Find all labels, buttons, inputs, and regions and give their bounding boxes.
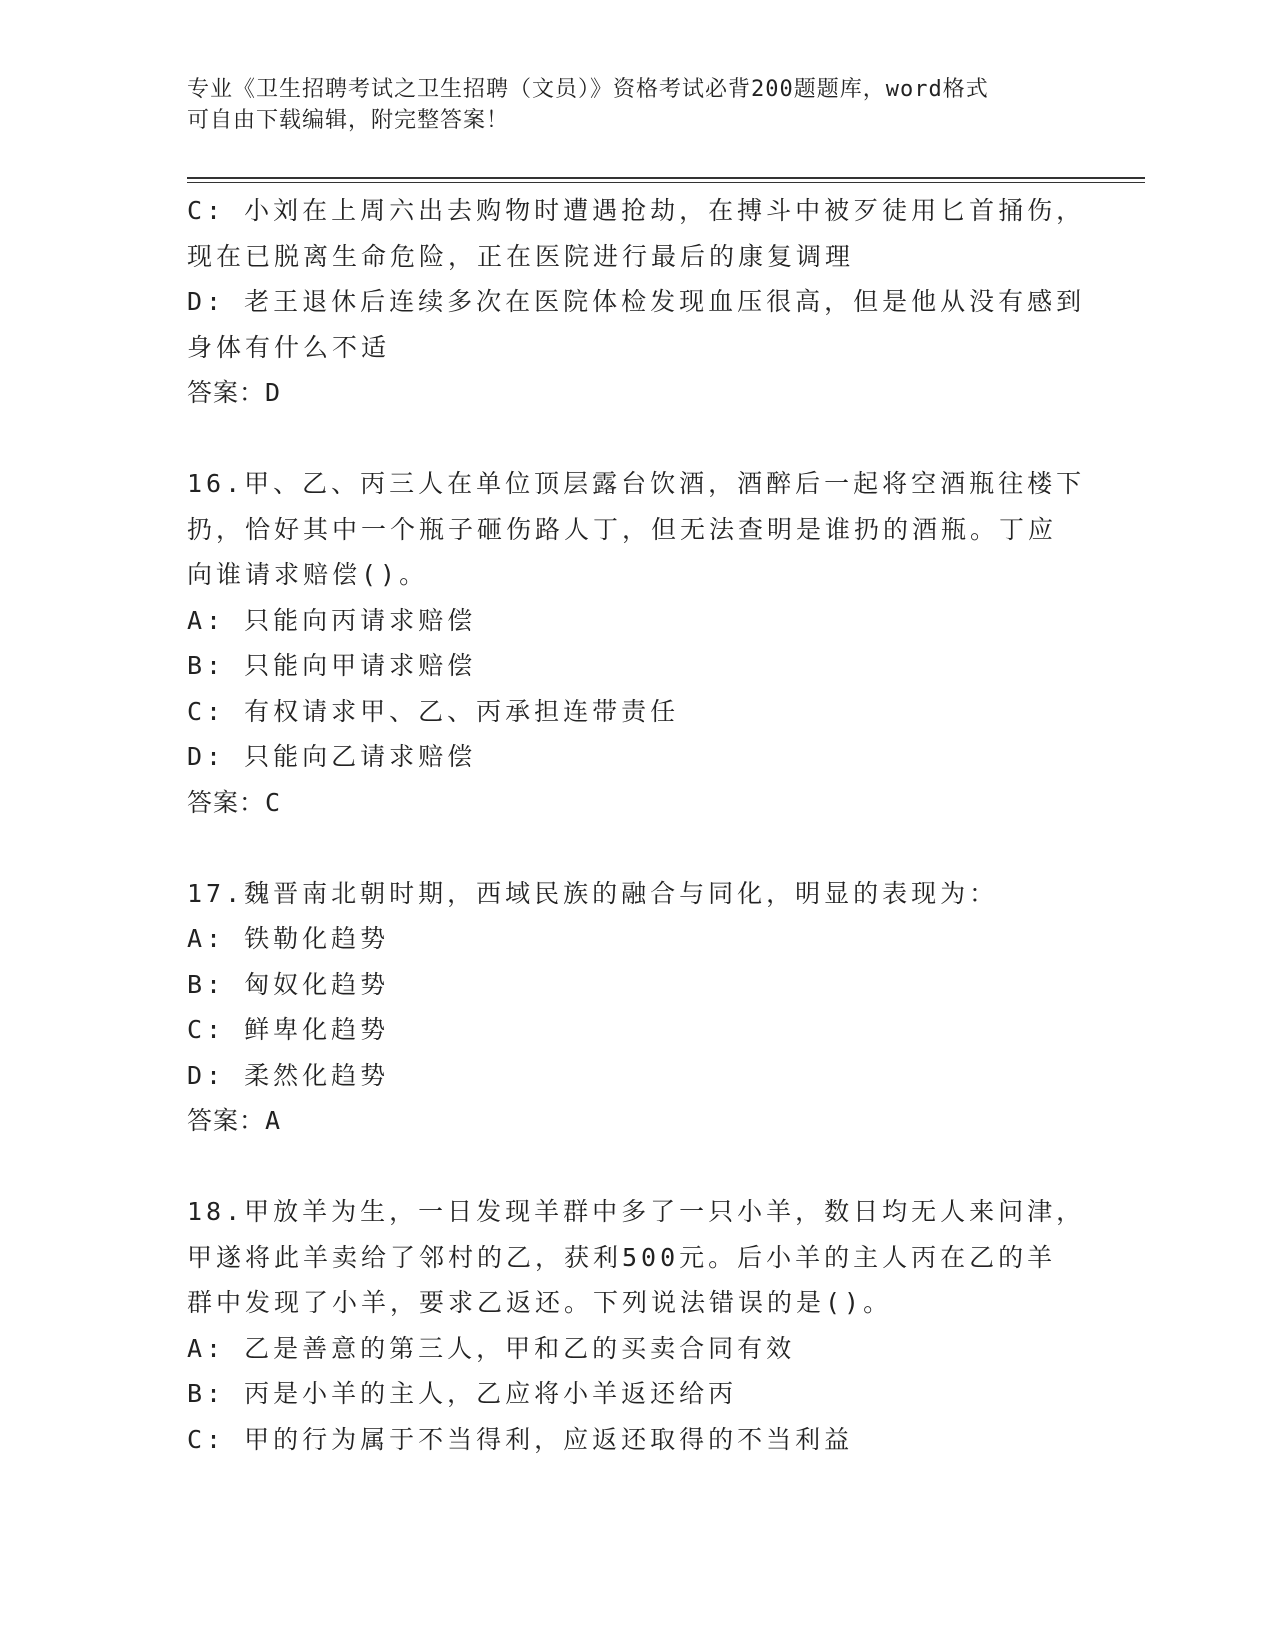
option-d: D: 柔然化趋势 bbox=[187, 1060, 390, 1090]
answer-value: C bbox=[265, 787, 282, 817]
question-15-continued bbox=[187, 188, 1087, 416]
option-c: C: 鲜卑化趋势 bbox=[187, 1015, 390, 1044]
question-18 bbox=[187, 1189, 1087, 1462]
answer-line bbox=[187, 780, 1087, 826]
question-stem-line: 甲遂将此羊卖给了邻村的乙，获利500元。后小羊的主人丙在乙的羊 bbox=[187, 1242, 1057, 1272]
question-stem-line: 16.甲、乙、丙三人在单位顶层露台饮酒，酒醉后一起将空酒瓶往楼下 bbox=[187, 469, 1086, 498]
header-divider-thin bbox=[187, 182, 1145, 183]
option-d-line-1: D: 老王退休后连续多次在医院体检发现血压很高，但是他从没有感到 bbox=[187, 287, 1086, 316]
option-c: C: 甲的行为属于不当得利，应返还取得的不当利益 bbox=[187, 1424, 854, 1454]
option-c-line-2: 现在已脱离生命危险，正在医院进行最后的康复调理 bbox=[187, 241, 855, 271]
option-c-line-1: C: 小刘在上周六出去购物时遭遇抢劫，在搏斗中被歹徒用匕首捅伤， bbox=[187, 196, 1086, 225]
option-b: B: 只能向甲请求赔偿 bbox=[187, 651, 477, 680]
question-stem-line: 18.甲放羊为生，一日发现羊群中多了一只小羊，数日均无人来问津， bbox=[187, 1197, 1086, 1226]
answer-line bbox=[187, 1098, 1087, 1144]
header-line-2: 可自由下载编辑，附完整答案！ bbox=[187, 108, 510, 133]
header-divider-thick bbox=[187, 177, 1145, 179]
spacer bbox=[187, 1144, 1087, 1190]
answer-label: 答案： bbox=[187, 378, 266, 407]
answer-label: 答案： bbox=[187, 787, 266, 817]
spacer bbox=[187, 416, 1087, 462]
spacer bbox=[187, 825, 1087, 871]
option-b: B: 丙是小羊的主人，乙应将小羊返还给丙 bbox=[187, 1379, 738, 1408]
option-a: A: 乙是善意的第三人，甲和乙的买卖合同有效 bbox=[187, 1333, 796, 1363]
option-a: A: 铁勒化趋势 bbox=[187, 924, 390, 953]
answer-label: 答案： bbox=[187, 1106, 266, 1135]
question-stem-line: 群中发现了小羊，要求乙返还。下列说法错误的是()。 bbox=[187, 1288, 893, 1317]
option-a: A: 只能向丙请求赔偿 bbox=[187, 605, 477, 635]
option-d: D: 只能向乙请求赔偿 bbox=[187, 742, 477, 771]
question-16 bbox=[187, 461, 1087, 825]
answer-line bbox=[187, 370, 1087, 416]
option-c: C: 有权请求甲、乙、丙承担连带责任 bbox=[187, 696, 680, 726]
answer-value: A bbox=[265, 1106, 282, 1135]
question-stem-line: 17.魏晋南北朝时期，西域民族的融合与同化，明显的表现为： bbox=[187, 878, 999, 908]
document-header bbox=[187, 74, 1087, 136]
header-line-1: 专业《卫生招聘考试之卫生招聘（文员）》资格考试必背200题题库，word格式 bbox=[187, 77, 989, 102]
question-list bbox=[187, 188, 1087, 1462]
option-d-line-2: 身体有什么不适 bbox=[187, 332, 391, 362]
answer-value: D bbox=[265, 378, 282, 407]
question-stem-line: 扔，恰好其中一个瓶子砸伤路人丁，但无法查明是谁扔的酒瓶。丁应 bbox=[187, 514, 1058, 544]
option-b: B: 匈奴化趋势 bbox=[187, 969, 390, 999]
question-stem-line: 向谁请求赔偿()。 bbox=[187, 560, 429, 589]
question-17 bbox=[187, 871, 1087, 1144]
